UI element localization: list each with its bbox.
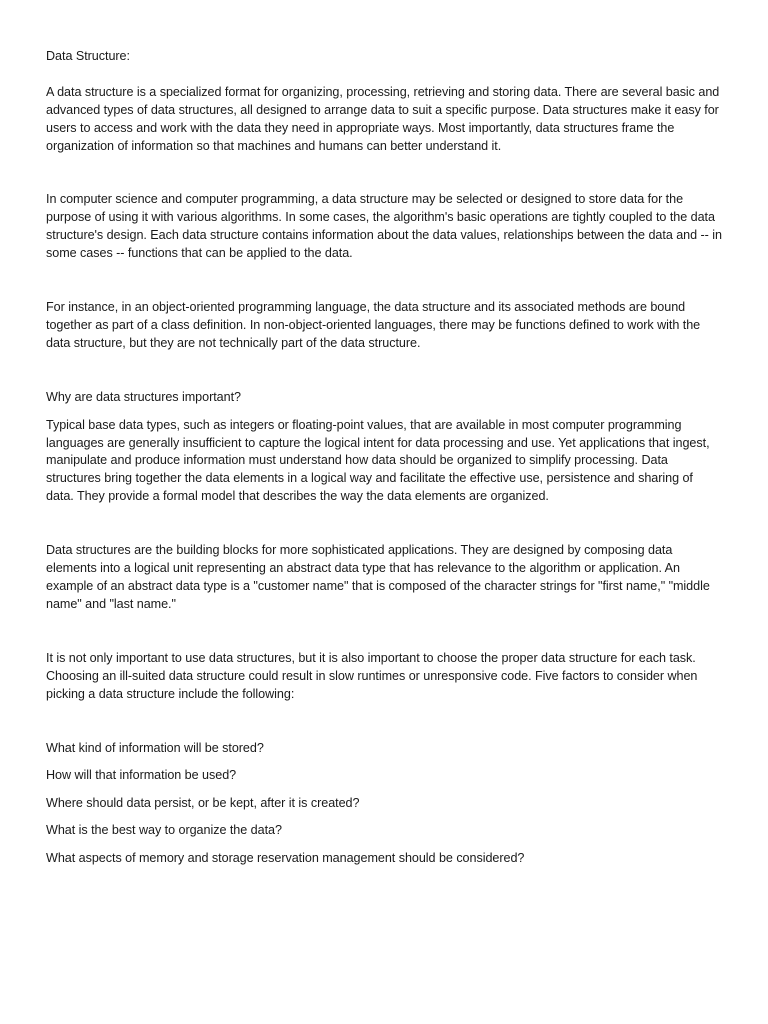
paragraph-object-oriented: For instance, in an object-oriented programming language, the data structure and its associated methods are bound together as part of a class definition. In non-object-oriented languages, there may be functions defined to work with the data structure, but they are not technically part of the data structure. <box>46 300 701 350</box>
question-item: How will that information be used? <box>46 768 237 783</box>
question-item: What kind of information will be stored? <box>46 740 264 755</box>
question-item: What is the best way to organize the data? <box>46 823 282 838</box>
paragraph-choosing: It is not only important to use data structures, but it is also important to choose the proper data structure for each task. Choosing an ill-suited data structure could result in slow runtimes or unresponsive code. Five factors to consider when picking a data structure include the following: <box>46 650 698 701</box>
question-item: Where should data persist, or be kept, after it is created? <box>46 795 360 810</box>
document-page <box>46 48 722 877</box>
paragraph-definition: A data structure is a specialized format for organizing, processing, retrieving and storing data. There are several basic and advanced types of data structures, all designed to arrange data to suit a specific purpose. Data structures make it easy for users to access and work with the data they need in appropriate ways. Most importantly, data structures frame the organization of information so that machines and humans can better understand it. <box>46 84 720 153</box>
paragraph-computer-science: In computer science and computer programming, a data structure may be selected or designed to store data for the purpose of using it with various algorithms. In some cases, the algorithm's basic operations are tightly coupled to the data structure's design. Each data structure contains information about the data values, relationships between the data and -- in some cases -- functions that can be applied to the data. <box>46 192 722 261</box>
paragraph-base-types: Typical base data types, such as integers or floating-point values, that are available in most computer programming languages are generally insufficient to capture the logical intent for data processing and use. Yet applications that ingest, manipulate and produce information must understand how data should be organized to simplify processing. Data structures bring together the data elements in a logical way and facilitate the effective use, persistence and sharing of data. They provide a formal model that describes the way the data elements are organized. <box>46 417 710 504</box>
paragraph-building-blocks: Data structures are the building blocks for more sophisticated applications. They are designed by composing data elements into a logical unit representing an abstract data type that has relevance to the algorithm or application. An example of an abstract data type is a "customer name" that is composed of the character strings for "first name," "middle name" and "last name." <box>46 543 710 611</box>
document-title: Data Structure: <box>46 49 130 63</box>
question-item: What aspects of memory and storage reservation management should be considered? <box>46 850 525 865</box>
question-list <box>46 740 722 868</box>
subheading-importance: Why are data structures important? <box>46 389 241 404</box>
